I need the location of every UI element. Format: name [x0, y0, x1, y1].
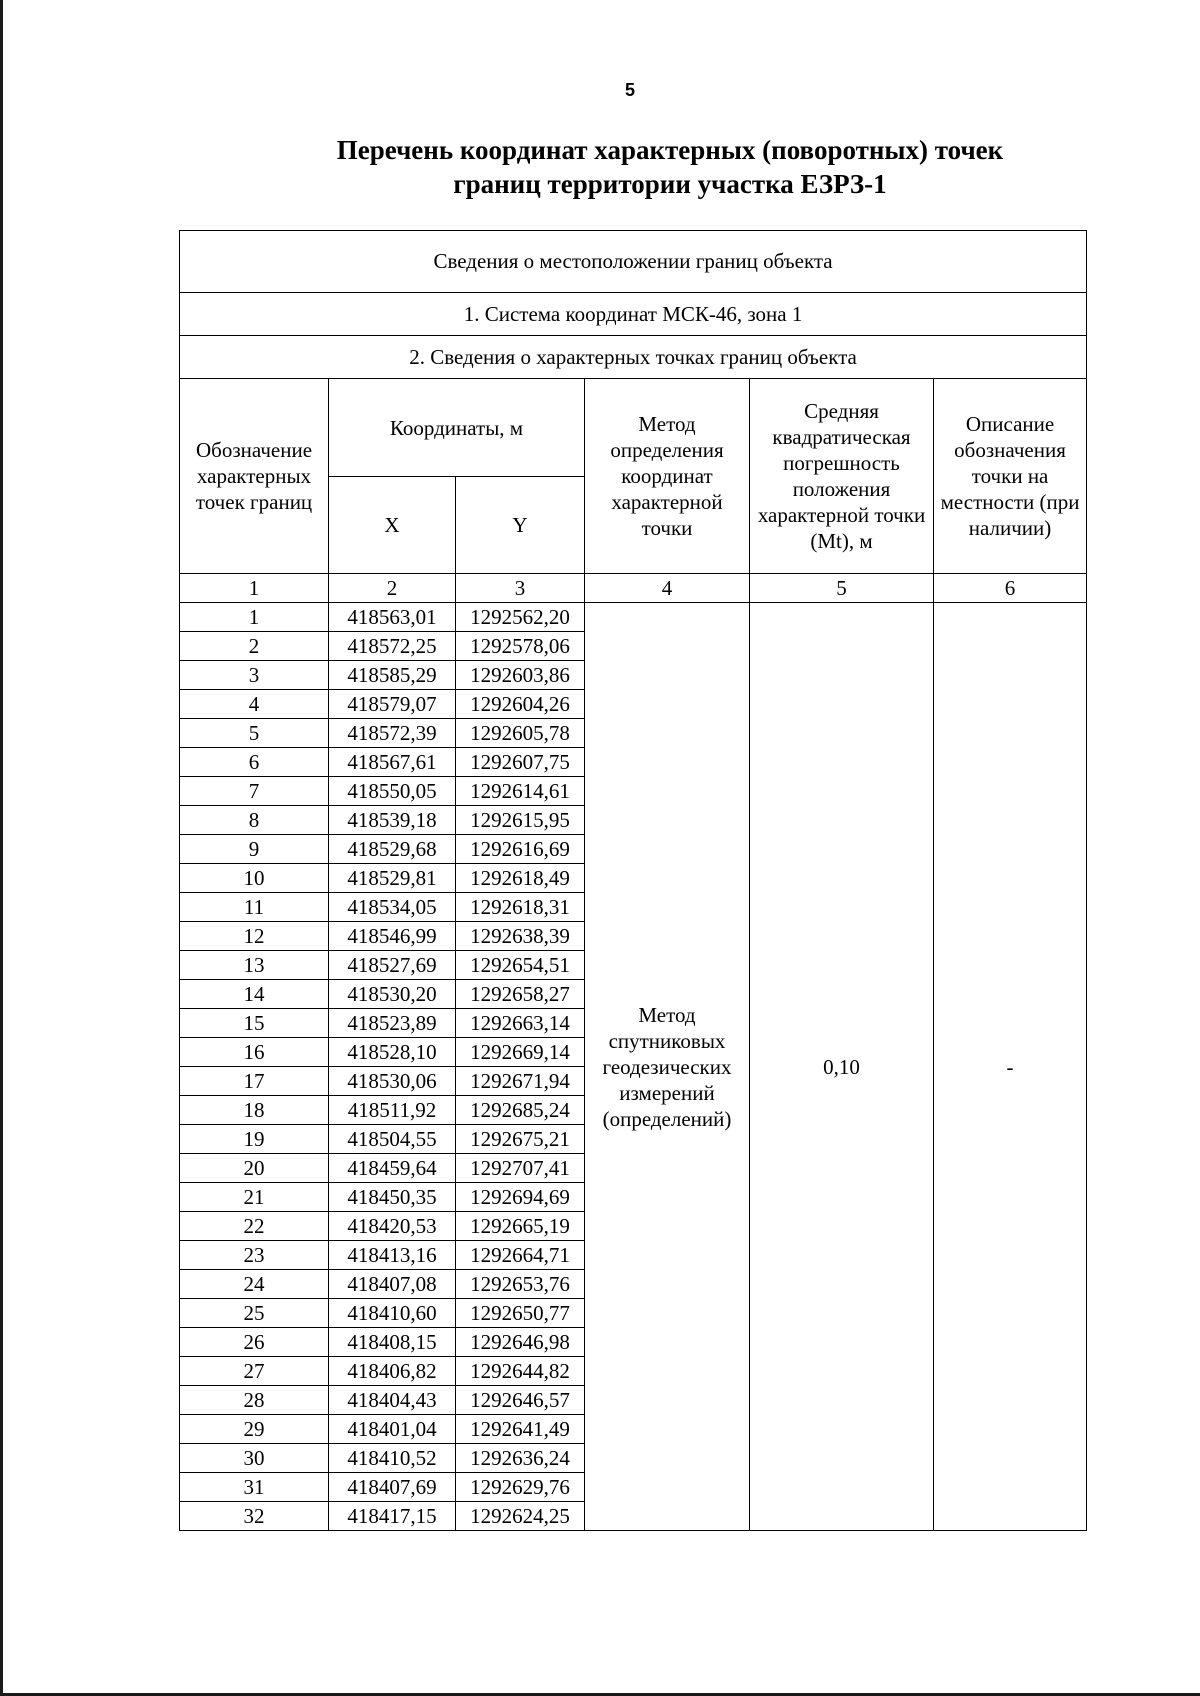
x-coordinate-cell: 418417,15	[329, 1502, 456, 1531]
x-coordinate-cell: 418572,39	[329, 719, 456, 748]
header-error: Средняя квадратическая погрешность положения характерной точки (Mt), м	[750, 379, 934, 574]
point-number-cell: 22	[180, 1212, 329, 1241]
point-number-cell: 9	[180, 835, 329, 864]
y-coordinate-cell: 1292707,41	[456, 1154, 585, 1183]
point-number-cell: 8	[180, 806, 329, 835]
y-coordinate-cell: 1292671,94	[456, 1067, 585, 1096]
table-row	[180, 603, 1087, 632]
x-coordinate-cell: 418529,81	[329, 864, 456, 893]
x-coordinate-cell: 418567,61	[329, 748, 456, 777]
y-coordinate-cell: 1292562,20	[456, 603, 585, 632]
point-number-cell: 28	[180, 1386, 329, 1415]
column-number: 4	[585, 574, 750, 603]
scan-edge-left	[0, 0, 3, 1696]
y-coordinate-cell: 1292694,69	[456, 1183, 585, 1212]
x-coordinate-cell: 418529,68	[329, 835, 456, 864]
x-coordinate-cell: 418539,18	[329, 806, 456, 835]
x-coordinate-cell: 418408,15	[329, 1328, 456, 1357]
y-coordinate-cell: 1292658,27	[456, 980, 585, 1009]
point-number-cell: 18	[180, 1096, 329, 1125]
x-coordinate-cell: 418459,64	[329, 1154, 456, 1183]
x-coordinate-cell: 418530,06	[329, 1067, 456, 1096]
point-number-cell: 5	[180, 719, 329, 748]
point-number-cell: 1	[180, 603, 329, 632]
column-number: 3	[456, 574, 585, 603]
point-number-cell: 4	[180, 690, 329, 719]
x-coordinate-cell: 418413,16	[329, 1241, 456, 1270]
points-title-cell: 2. Сведения о характерных точках границ объекта	[180, 336, 1087, 379]
x-coordinate-cell: 418534,05	[329, 893, 456, 922]
section-title-cell: Сведения о местоположении границ объекта	[180, 231, 1087, 293]
point-number-cell: 16	[180, 1038, 329, 1067]
y-coordinate-cell: 1292644,82	[456, 1357, 585, 1386]
point-number-cell: 25	[180, 1299, 329, 1328]
y-coordinate-cell: 1292624,25	[456, 1502, 585, 1531]
description-value-cell: -	[934, 603, 1087, 1531]
y-coordinate-cell: 1292675,21	[456, 1125, 585, 1154]
page-number: 5	[624, 80, 635, 100]
x-coordinate-cell: 418511,92	[329, 1096, 456, 1125]
header-method: Метод определения координат характерной точки	[585, 379, 750, 574]
x-coordinate-cell: 418420,53	[329, 1212, 456, 1241]
point-number-cell: 6	[180, 748, 329, 777]
x-coordinate-cell: 418579,07	[329, 690, 456, 719]
x-coordinate-cell: 418407,08	[329, 1270, 456, 1299]
point-number-cell: 30	[180, 1444, 329, 1473]
column-number: 2	[329, 574, 456, 603]
method-value-cell: Метод спутниковых геодезических измерений (определений)	[585, 603, 750, 1531]
y-coordinate-cell: 1292650,77	[456, 1299, 585, 1328]
column-number: 5	[750, 574, 934, 603]
y-coordinate-cell: 1292636,24	[456, 1444, 585, 1473]
y-coordinate-cell: 1292669,14	[456, 1038, 585, 1067]
x-coordinate-cell: 418450,35	[329, 1183, 456, 1212]
point-number-cell: 19	[180, 1125, 329, 1154]
point-number-cell: 17	[180, 1067, 329, 1096]
point-number-cell: 13	[180, 951, 329, 980]
x-coordinate-cell: 418410,60	[329, 1299, 456, 1328]
x-coordinate-cell: 418550,05	[329, 777, 456, 806]
error-value-cell: 0,10	[750, 603, 934, 1531]
y-coordinate-cell: 1292614,61	[456, 777, 585, 806]
y-coordinate-cell: 1292618,31	[456, 893, 585, 922]
x-coordinate-cell: 418406,82	[329, 1357, 456, 1386]
y-coordinate-cell: 1292607,75	[456, 748, 585, 777]
y-coordinate-cell: 1292638,39	[456, 922, 585, 951]
x-coordinate-cell: 418401,04	[329, 1415, 456, 1444]
y-coordinate-cell: 1292654,51	[456, 951, 585, 980]
y-coordinate-cell: 1292641,49	[456, 1415, 585, 1444]
y-coordinate-cell: 1292578,06	[456, 632, 585, 661]
header-designation: Обозначение характерных точек границ	[180, 379, 329, 574]
point-number-cell: 7	[180, 777, 329, 806]
x-coordinate-cell: 418523,89	[329, 1009, 456, 1038]
header-coordinates: Координаты, м	[329, 379, 585, 477]
coordinates-table	[179, 230, 1087, 1531]
point-number-cell: 15	[180, 1009, 329, 1038]
x-coordinate-cell: 418404,43	[329, 1386, 456, 1415]
y-coordinate-cell: 1292685,24	[456, 1096, 585, 1125]
y-coordinate-cell: 1292629,76	[456, 1473, 585, 1502]
x-coordinate-cell: 418572,25	[329, 632, 456, 661]
point-number-cell: 2	[180, 632, 329, 661]
y-coordinate-cell: 1292664,71	[456, 1241, 585, 1270]
y-coordinate-cell: 1292663,14	[456, 1009, 585, 1038]
point-number-cell: 26	[180, 1328, 329, 1357]
page-title-line-1: Перечень координат характерных (поворотных) точек	[336, 135, 1004, 165]
point-number-cell: 27	[180, 1357, 329, 1386]
point-number-cell: 29	[180, 1415, 329, 1444]
y-coordinate-cell: 1292646,98	[456, 1328, 585, 1357]
x-coordinate-cell: 418527,69	[329, 951, 456, 980]
y-coordinate-cell: 1292604,26	[456, 690, 585, 719]
header-description: Описание обозначения точки на местности (при наличии)	[934, 379, 1087, 574]
point-number-cell: 21	[180, 1183, 329, 1212]
column-number: 1	[180, 574, 329, 603]
y-coordinate-cell: 1292605,78	[456, 719, 585, 748]
point-number-cell: 12	[180, 922, 329, 951]
point-number-cell: 20	[180, 1154, 329, 1183]
point-number-cell: 3	[180, 661, 329, 690]
y-coordinate-cell: 1292615,95	[456, 806, 585, 835]
y-coordinate-cell: 1292653,76	[456, 1270, 585, 1299]
y-coordinate-cell: 1292603,86	[456, 661, 585, 690]
y-coordinate-cell: 1292646,57	[456, 1386, 585, 1415]
x-coordinate-cell: 418530,20	[329, 980, 456, 1009]
x-coordinate-cell: 418410,52	[329, 1444, 456, 1473]
page-title-line-2: границ территории участка ЕЗРЗ-1	[453, 169, 887, 199]
x-coordinate-cell: 418504,55	[329, 1125, 456, 1154]
point-number-cell: 32	[180, 1502, 329, 1531]
point-number-cell: 31	[180, 1473, 329, 1502]
y-coordinate-cell: 1292616,69	[456, 835, 585, 864]
header-y: Y	[456, 477, 585, 574]
point-number-cell: 10	[180, 864, 329, 893]
y-coordinate-cell: 1292665,19	[456, 1212, 585, 1241]
header-x: X	[329, 477, 456, 574]
coord-system-cell: 1. Система координат МСК-46, зона 1	[180, 293, 1087, 336]
point-number-cell: 11	[180, 893, 329, 922]
x-coordinate-cell: 418563,01	[329, 603, 456, 632]
x-coordinate-cell: 418407,69	[329, 1473, 456, 1502]
point-number-cell: 14	[180, 980, 329, 1009]
x-coordinate-cell: 418546,99	[329, 922, 456, 951]
point-number-cell: 24	[180, 1270, 329, 1299]
x-coordinate-cell: 418528,10	[329, 1038, 456, 1067]
point-number-cell: 23	[180, 1241, 329, 1270]
x-coordinate-cell: 418585,29	[329, 661, 456, 690]
page-title	[310, 133, 1030, 201]
y-coordinate-cell: 1292618,49	[456, 864, 585, 893]
column-number: 6	[934, 574, 1087, 603]
